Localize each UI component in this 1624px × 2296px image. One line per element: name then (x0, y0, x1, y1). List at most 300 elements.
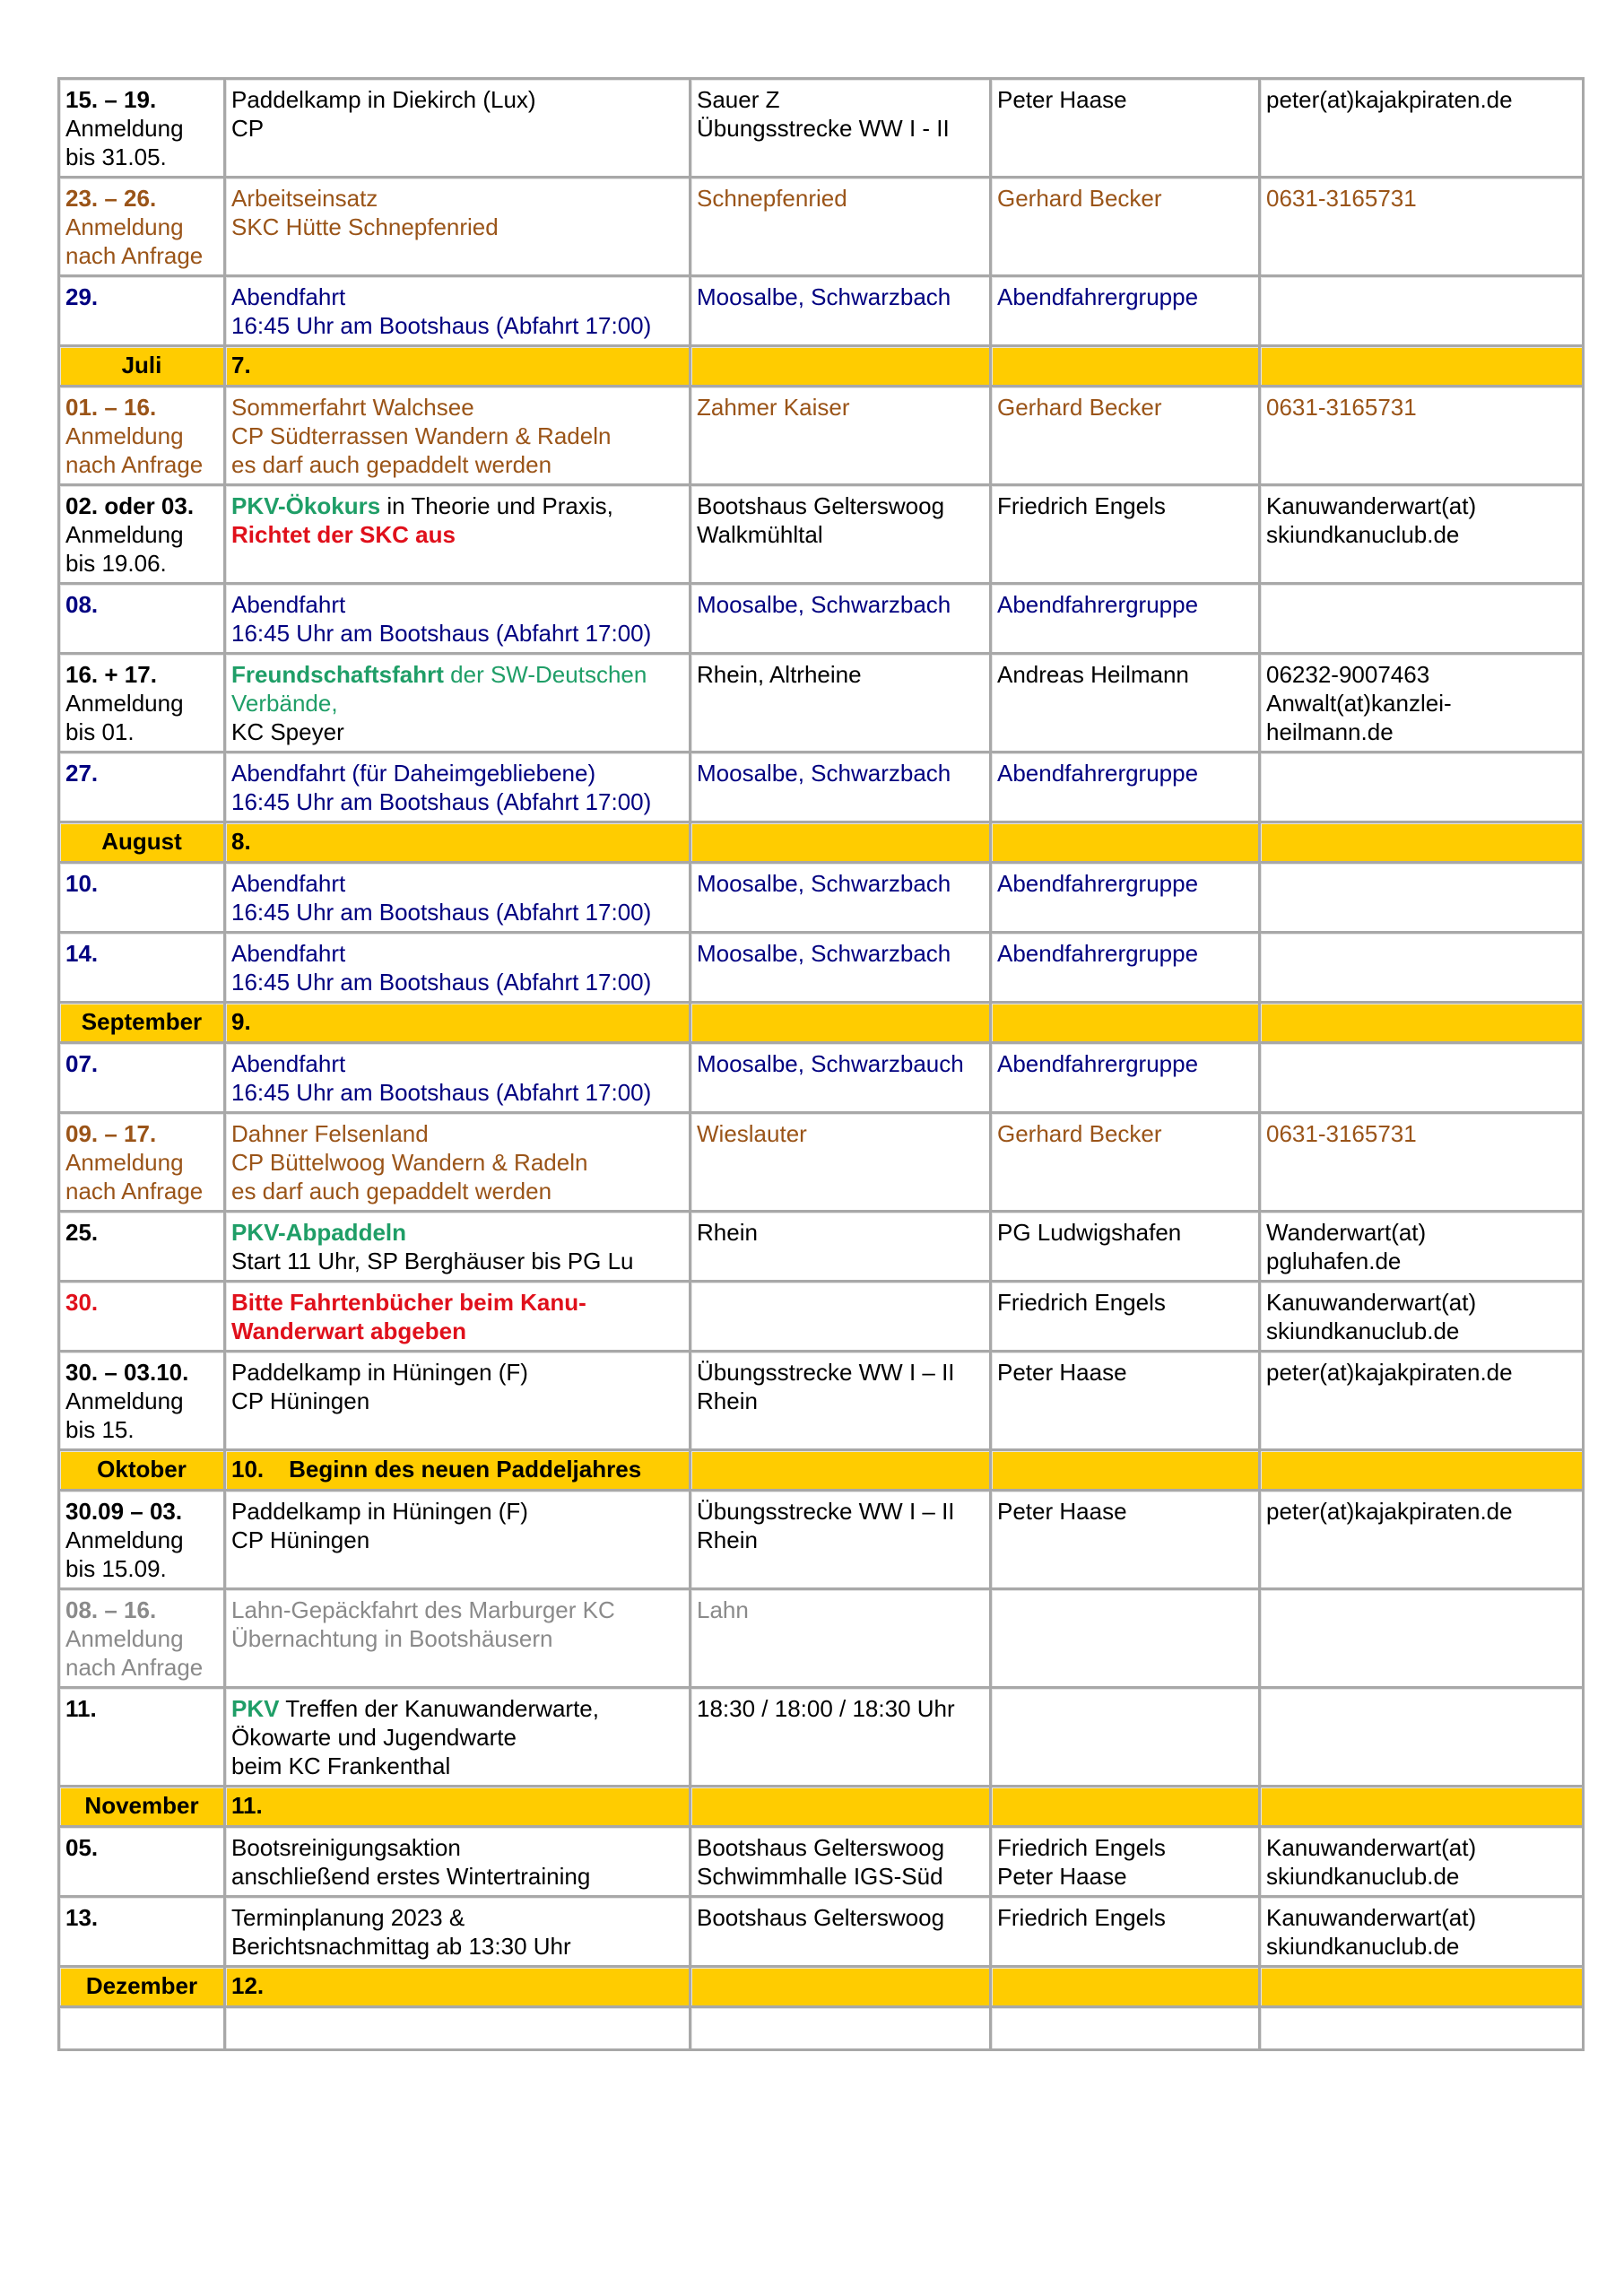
contact-cell (992, 1213, 1261, 1283)
event-title-line (231, 619, 683, 648)
month-header-row (60, 1451, 1585, 1492)
contact-info-cell (1261, 1213, 1585, 1283)
event-title-line (231, 1218, 683, 1247)
month-empty-cell (992, 1787, 1261, 1828)
event-title-line (231, 660, 683, 689)
contact-info: peter(at)kajakpiraten.de (1266, 86, 1513, 113)
event-date: 13. (65, 1904, 99, 1931)
event-title-line (231, 1078, 683, 1107)
location-text: Bootshaus Gelterswoog (697, 492, 945, 519)
date-cell (60, 753, 226, 823)
month-empty-cell (1261, 1451, 1585, 1492)
month-empty-cell (992, 1004, 1261, 1044)
contact-info-cell (1261, 277, 1585, 347)
location-text: Moosalbe, Schwarzbach (697, 283, 951, 310)
event-title-text: Abendfahrt (231, 870, 346, 897)
event-title-line (231, 718, 683, 746)
event-title-text: Abendfahrt (231, 283, 346, 310)
month-empty-cell (992, 1451, 1261, 1492)
event-title-line (231, 1387, 683, 1415)
event-title-line (231, 1247, 683, 1275)
event-title-line (231, 1833, 683, 1862)
location-text: Bootshaus Gelterswoog (697, 1834, 945, 1861)
contact-info-cell (1261, 80, 1585, 178)
event-title-text: es darf auch gepaddelt werden (231, 1178, 552, 1205)
event-title-text: Übernachtung in Bootshäusern (231, 1625, 553, 1652)
event-date: 08. (65, 591, 99, 618)
location-cell (691, 80, 992, 178)
location-text: Lahn (697, 1596, 749, 1623)
event-date: 30. – 03.10. (65, 1359, 189, 1386)
event-title-cell (226, 1590, 691, 1689)
event-title-text: Bitte Fahrtenbücher beim Kanu- (231, 1289, 586, 1316)
month-number-cell (226, 347, 691, 387)
registration-note: Anmeldung (65, 422, 184, 449)
month-number: 8. (231, 828, 251, 855)
empty-cell (226, 2008, 691, 2051)
event-title-cell (226, 486, 691, 585)
contact-info-cell (1261, 1689, 1585, 1787)
registration-note: nach Anfrage (65, 242, 204, 269)
event-title-text: es darf auch gepaddelt werden (231, 451, 552, 478)
contact-cell (992, 753, 1261, 823)
event-title-line (231, 1526, 683, 1554)
event-title-line (231, 393, 683, 422)
empty-cell (60, 2008, 226, 2051)
location-text: 18:30 / 18:00 / 18:30 Uhr (697, 1695, 955, 1722)
registration-note: bis 01. (65, 718, 135, 745)
event-title-cell (226, 1114, 691, 1213)
location-cell (691, 1114, 992, 1213)
event-title-cell (226, 753, 691, 823)
contact-cell (992, 178, 1261, 277)
month-empty-cell (691, 1451, 992, 1492)
location-text: Rhein (697, 1219, 758, 1246)
contact-info: peter(at)kajakpiraten.de (1266, 1359, 1513, 1386)
event-date: 01. – 16. (65, 394, 157, 421)
contact-info-cell (1261, 1492, 1585, 1590)
event-title-cell (226, 864, 691, 934)
date-cell (60, 864, 226, 934)
event-title-cell (226, 387, 691, 486)
date-cell (60, 277, 226, 347)
event-title-text: Treffen der Kanuwanderwarte, (279, 1695, 599, 1722)
event-title-line (231, 1119, 683, 1148)
contact-cell (992, 387, 1261, 486)
location-text: Rhein (697, 1526, 758, 1553)
month-number-cell (226, 1451, 691, 1492)
empty-cell (992, 2008, 1261, 2051)
location-text: Übungsstrecke WW I – II (697, 1498, 955, 1525)
contact-cell (992, 486, 1261, 585)
contact-name: Friedrich Engels (997, 1904, 1166, 1931)
event-date: 10. (65, 870, 99, 897)
date-cell (60, 1492, 226, 1590)
event-title-line (231, 787, 683, 816)
location-cell (691, 1689, 992, 1787)
location-cell (691, 178, 992, 277)
event-title-text: Terminplanung 2023 & (231, 1904, 465, 1931)
event-title-line (231, 1903, 683, 1932)
contact-info: Kanuwanderwart(at) (1266, 1834, 1477, 1861)
month-note: Beginn des neuen Paddeljahres (289, 1456, 642, 1483)
event-title-line (231, 968, 683, 996)
location-cell (691, 1352, 992, 1451)
contact-cell (992, 1352, 1261, 1451)
date-cell (60, 1213, 226, 1283)
event-title-line (231, 1288, 683, 1317)
month-number: 12. (231, 1972, 265, 1999)
month-empty-cell (691, 347, 992, 387)
event-row (60, 277, 1585, 347)
event-title-text: PKV-Ökokurs (231, 492, 381, 519)
date-cell (60, 1898, 226, 1968)
location-text: Moosalbe, Schwarzbach (697, 940, 951, 967)
date-cell (60, 1828, 226, 1898)
contact-info: skiundkanuclub.de (1266, 521, 1460, 548)
location-cell (691, 934, 992, 1004)
event-row (60, 178, 1585, 277)
registration-note: nach Anfrage (65, 1654, 204, 1681)
location-text: Schnepfenried (697, 185, 847, 212)
event-title-cell (226, 178, 691, 277)
contact-info-cell (1261, 1044, 1585, 1114)
contact-info: 0631-3165731 (1266, 1120, 1417, 1147)
event-title-text: CP (231, 115, 265, 142)
registration-note: Anmeldung (65, 1625, 184, 1652)
contact-cell (992, 1044, 1261, 1114)
contact-info: peter(at)kajakpiraten.de (1266, 1498, 1513, 1525)
month-header-row (60, 823, 1585, 864)
event-title-text: Abendfahrt (231, 1050, 346, 1077)
registration-note: Anmeldung (65, 1526, 184, 1553)
contact-info: 0631-3165731 (1266, 394, 1417, 421)
event-title-line (231, 184, 683, 213)
location-text: Rhein, Altrheine (697, 661, 862, 688)
month-empty-cell (1261, 347, 1585, 387)
contact-name: Peter Haase (997, 1359, 1127, 1386)
event-row (60, 1044, 1585, 1114)
date-cell (60, 934, 226, 1004)
contact-name: Abendfahrergruppe (997, 760, 1199, 787)
event-title-line (231, 85, 683, 114)
month-name: November (60, 1787, 226, 1828)
location-text: Walkmühltal (697, 521, 823, 548)
contact-info: Anwalt(at)kanzlei- (1266, 690, 1452, 717)
event-title-cell (226, 1828, 691, 1898)
registration-note: bis 15.09. (65, 1555, 167, 1582)
event-title-line (231, 1932, 683, 1961)
contact-name: Abendfahrergruppe (997, 283, 1199, 310)
event-title-text: Bootsreinigungsaktion (231, 1834, 461, 1861)
month-name: Oktober (60, 1451, 226, 1492)
month-header-row (60, 1787, 1585, 1828)
event-row (60, 387, 1585, 486)
contact-info-cell (1261, 655, 1585, 753)
event-row (60, 1492, 1585, 1590)
event-title-cell (226, 1283, 691, 1352)
event-title-line (231, 869, 683, 898)
contact-cell (992, 585, 1261, 655)
date-cell (60, 1114, 226, 1213)
event-title-cell (226, 1898, 691, 1968)
date-cell (60, 486, 226, 585)
event-row (60, 1213, 1585, 1283)
location-text: Schwimmhalle IGS-Süd (697, 1863, 943, 1890)
contact-name: Gerhard Becker (997, 185, 1162, 212)
empty-row (60, 2008, 1585, 2051)
month-empty-cell (992, 823, 1261, 864)
contact-cell (992, 1590, 1261, 1689)
contact-info-cell (1261, 1114, 1585, 1213)
location-text: Wieslauter (697, 1120, 807, 1147)
event-title-text: Abendfahrt (231, 940, 346, 967)
month-empty-cell (992, 347, 1261, 387)
event-title-text: 16:45 Uhr am Bootshaus (Abfahrt 17:00) (231, 620, 652, 647)
event-title-text: Lahn-Gepäckfahrt des Marburger KC (231, 1596, 615, 1623)
contact-info-cell (1261, 864, 1585, 934)
registration-note: nach Anfrage (65, 1178, 204, 1205)
event-title-line (231, 1049, 683, 1078)
event-title-cell (226, 277, 691, 347)
event-title-line (231, 520, 683, 549)
empty-cell (691, 2008, 992, 2051)
contact-cell (992, 80, 1261, 178)
event-title-line (231, 939, 683, 968)
location-cell (691, 655, 992, 753)
event-title-line (231, 114, 683, 143)
event-row (60, 1114, 1585, 1213)
registration-note: bis 19.06. (65, 550, 167, 577)
event-date: 27. (65, 760, 99, 787)
event-title-text: Arbeitseinsatz (231, 185, 378, 212)
contact-cell (992, 1114, 1261, 1213)
date-cell (60, 1044, 226, 1114)
contact-name: Peter Haase (997, 86, 1127, 113)
event-title-text: Verbände, (231, 690, 338, 717)
date-cell (60, 1689, 226, 1787)
contact-info: skiundkanuclub.de (1266, 1933, 1460, 1960)
month-empty-cell (691, 1787, 992, 1828)
location-cell (691, 1044, 992, 1114)
contact-cell (992, 864, 1261, 934)
schedule-body (60, 80, 1585, 2051)
month-number-cell (226, 823, 691, 864)
month-name: August (60, 823, 226, 864)
event-row (60, 655, 1585, 753)
event-title-text: Richtet der SKC aus (231, 521, 456, 548)
event-date: 02. oder 03. (65, 492, 195, 519)
event-row (60, 864, 1585, 934)
contact-cell (992, 1898, 1261, 1968)
contact-name: Abendfahrergruppe (997, 591, 1199, 618)
contact-name: Gerhard Becker (997, 1120, 1162, 1147)
location-text: Übungsstrecke WW I - II (697, 115, 950, 142)
event-title-text: 16:45 Uhr am Bootshaus (Abfahrt 17:00) (231, 1079, 652, 1106)
event-title-line (231, 1317, 683, 1345)
location-cell (691, 1590, 992, 1689)
date-cell (60, 1283, 226, 1352)
month-name: Juli (60, 347, 226, 387)
event-title-line (231, 590, 683, 619)
month-empty-cell (992, 1968, 1261, 2008)
event-title-text: 16:45 Uhr am Bootshaus (Abfahrt 17:00) (231, 899, 652, 926)
date-cell (60, 585, 226, 655)
location-cell (691, 1828, 992, 1898)
registration-note: Anmeldung (65, 1387, 184, 1414)
event-row (60, 1898, 1585, 1968)
date-cell (60, 178, 226, 277)
month-number-cell (226, 1004, 691, 1044)
location-cell (691, 585, 992, 655)
event-title-line (231, 213, 683, 241)
event-title-text: Dahner Felsenland (231, 1120, 429, 1147)
event-title-line (231, 1177, 683, 1205)
month-number: 10. (231, 1456, 265, 1483)
event-title-cell (226, 1044, 691, 1114)
contact-info: 0631-3165731 (1266, 185, 1417, 212)
event-title-text: Paddelkamp in Hüningen (F) (231, 1498, 528, 1525)
location-text: Übungsstrecke WW I – II (697, 1359, 955, 1386)
contact-name: PG Ludwigshafen (997, 1219, 1182, 1246)
month-header-row (60, 1968, 1585, 2008)
contact-info: Kanuwanderwart(at) (1266, 1904, 1477, 1931)
event-title-cell (226, 1492, 691, 1590)
contact-info: skiundkanuclub.de (1266, 1863, 1460, 1890)
event-title-cell (226, 934, 691, 1004)
month-number: 11. (231, 1792, 263, 1819)
event-title-line (231, 1596, 683, 1624)
event-date: 14. (65, 940, 99, 967)
event-date: 15. – 19. (65, 86, 157, 113)
registration-note: Anmeldung (65, 521, 184, 548)
contact-info-cell (1261, 1283, 1585, 1352)
event-title-line (231, 1148, 683, 1177)
registration-note: bis 31.05. (65, 144, 167, 170)
event-date: 16. + 17. (65, 661, 157, 688)
event-row (60, 1352, 1585, 1451)
event-title-text: CP Südterrassen Wandern & Radeln (231, 422, 612, 449)
event-title-line (231, 1358, 683, 1387)
contact-name: Andreas Heilmann (997, 661, 1189, 688)
event-date: 23. – 26. (65, 185, 157, 212)
contact-info-cell (1261, 1590, 1585, 1689)
schedule-table (57, 77, 1585, 2051)
contact-name: Gerhard Becker (997, 394, 1162, 421)
month-header-row (60, 347, 1585, 387)
contact-cell (992, 1283, 1261, 1352)
contact-info-cell (1261, 585, 1585, 655)
location-text: Moosalbe, Schwarzbauch (697, 1050, 964, 1077)
registration-note: Anmeldung (65, 1149, 184, 1176)
event-title-text: Freundschaftsfahrt (231, 661, 444, 688)
event-title-text: KC Speyer (231, 718, 344, 745)
month-name: September (60, 1004, 226, 1044)
event-title-text: Berichtsnachmittag ab 13:30 Uhr (231, 1933, 571, 1960)
month-name: Dezember (60, 1968, 226, 2008)
event-row (60, 585, 1585, 655)
contact-info-cell (1261, 486, 1585, 585)
location-text: Rhein (697, 1387, 758, 1414)
event-title-text: PKV-Abpaddeln (231, 1219, 407, 1246)
event-title-line (231, 1752, 683, 1780)
event-title-text: Abendfahrt (231, 591, 346, 618)
contact-name: Friedrich Engels (997, 1289, 1166, 1316)
event-row (60, 934, 1585, 1004)
contact-info-cell (1261, 1828, 1585, 1898)
location-cell (691, 1213, 992, 1283)
month-empty-cell (1261, 1787, 1585, 1828)
event-row (60, 80, 1585, 178)
event-title-line (231, 311, 683, 340)
event-row (60, 1590, 1585, 1689)
location-cell (691, 753, 992, 823)
event-title-text: CP Hüningen (231, 1526, 370, 1553)
contact-info: pgluhafen.de (1266, 1248, 1402, 1274)
location-text: Sauer Z (697, 86, 780, 113)
date-cell (60, 1590, 226, 1689)
event-title-text: Wanderwart abgeben (231, 1318, 466, 1344)
contact-info-cell (1261, 1898, 1585, 1968)
registration-note: bis 15. (65, 1416, 135, 1443)
event-title-line (231, 491, 683, 520)
location-cell (691, 277, 992, 347)
contact-cell (992, 655, 1261, 753)
contact-name: Abendfahrergruppe (997, 870, 1199, 897)
event-date: 07. (65, 1050, 99, 1077)
event-title-text: Sommerfahrt Walchsee (231, 394, 474, 421)
month-header-row (60, 1004, 1585, 1044)
contact-cell (992, 934, 1261, 1004)
event-date: 25. (65, 1219, 99, 1246)
event-title-cell (226, 585, 691, 655)
month-number: 9. (231, 1008, 251, 1035)
contact-name: Friedrich Engels (997, 1834, 1166, 1861)
month-number: 7. (231, 352, 251, 378)
event-title-text: beim KC Frankenthal (231, 1752, 451, 1779)
location-cell (691, 1283, 992, 1352)
date-cell (60, 387, 226, 486)
event-title-line (231, 1694, 683, 1723)
event-title-text: Paddelkamp in Diekirch (Lux) (231, 86, 536, 113)
registration-note: Anmeldung (65, 115, 184, 142)
contact-info-cell (1261, 387, 1585, 486)
event-title-cell (226, 1213, 691, 1283)
event-title-text: 16:45 Uhr am Bootshaus (Abfahrt 17:00) (231, 969, 652, 996)
contact-cell (992, 277, 1261, 347)
contact-info: Wanderwart(at) (1266, 1219, 1427, 1246)
event-row (60, 753, 1585, 823)
event-title-text: Ökowarte und Jugendwarte (231, 1724, 517, 1751)
date-cell (60, 80, 226, 178)
event-row (60, 1828, 1585, 1898)
event-title-line (231, 450, 683, 479)
event-title-text: der SW-Deutschen (443, 661, 647, 688)
month-empty-cell (1261, 823, 1585, 864)
location-cell (691, 1492, 992, 1590)
date-cell (60, 1352, 226, 1451)
event-date: 09. – 17. (65, 1120, 157, 1147)
event-title-text: anschließend erstes Wintertraining (231, 1863, 591, 1890)
event-title-line (231, 422, 683, 450)
event-title-cell (226, 80, 691, 178)
event-date: 30. (65, 1289, 99, 1316)
contact-info-cell (1261, 934, 1585, 1004)
contact-info: skiundkanuclub.de (1266, 1318, 1460, 1344)
contact-name: Abendfahrergruppe (997, 940, 1199, 967)
contact-info-cell (1261, 753, 1585, 823)
event-title-line (231, 898, 683, 926)
